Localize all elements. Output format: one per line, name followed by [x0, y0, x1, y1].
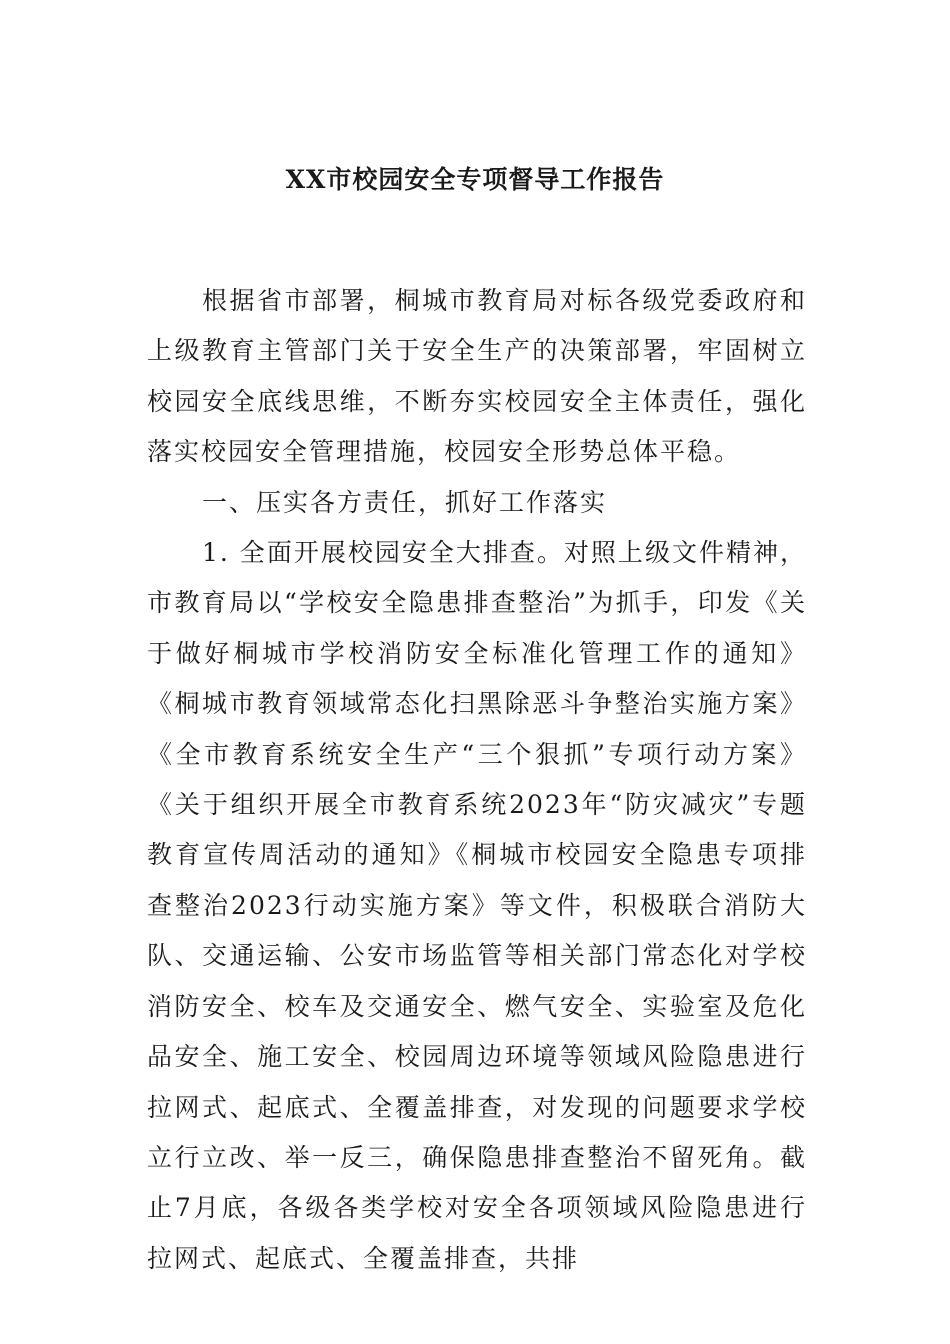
intro-paragraph: 根据省市部署，桐城市教育局对标各级党委政府和上级教育主管部门关于安全生产的决策部署，牢固树立校园安全底线思维，不断夯实校园安全主体责任，强化落实校园安全管理措施，校园安全形势总体平稳。: [147, 286, 807, 467]
section-heading: 一、压实各方责任，抓好工作落实: [202, 487, 608, 517]
document-body: [147, 276, 807, 1284]
document-title: XX市校园安全专项督导工作报告: [285, 165, 665, 194]
item-paragraph: 1. 全面开展校园安全大排查。对照上级文件精神，市教育局以“学校安全隐患排查整治”为抓手，印发《关于做好桐城市学校消防安全标准化管理工作的通知》《桐城市教育领域常态化扫黑除恶斗争整治实施方案》《全市教育系统安全生产“三个狠抓”专项行动方案》《关于组织开展全市教育系统2023年“防灾减灾”专题教育宣传周活动的通知》《桐城市校园安全隐患专项排查整治2023行动实施方案》等文件，积极联合消防大队、交通运输、公安市场监管等相关部门常态化对学校消防安全、校车及交通安全、燃气安全、实验室及危化品安全、施工安全、校园周边环境等领域风险隐患进行拉网式、起底式、全覆盖排查，对发现的问题要求学校立行立改、举一反三，确保隐患排查整治不留死角。截止7月底，各级各类学校对安全各项领域风险隐患进行拉网式、起底式、全覆盖排查，共排: [147, 538, 807, 1273]
